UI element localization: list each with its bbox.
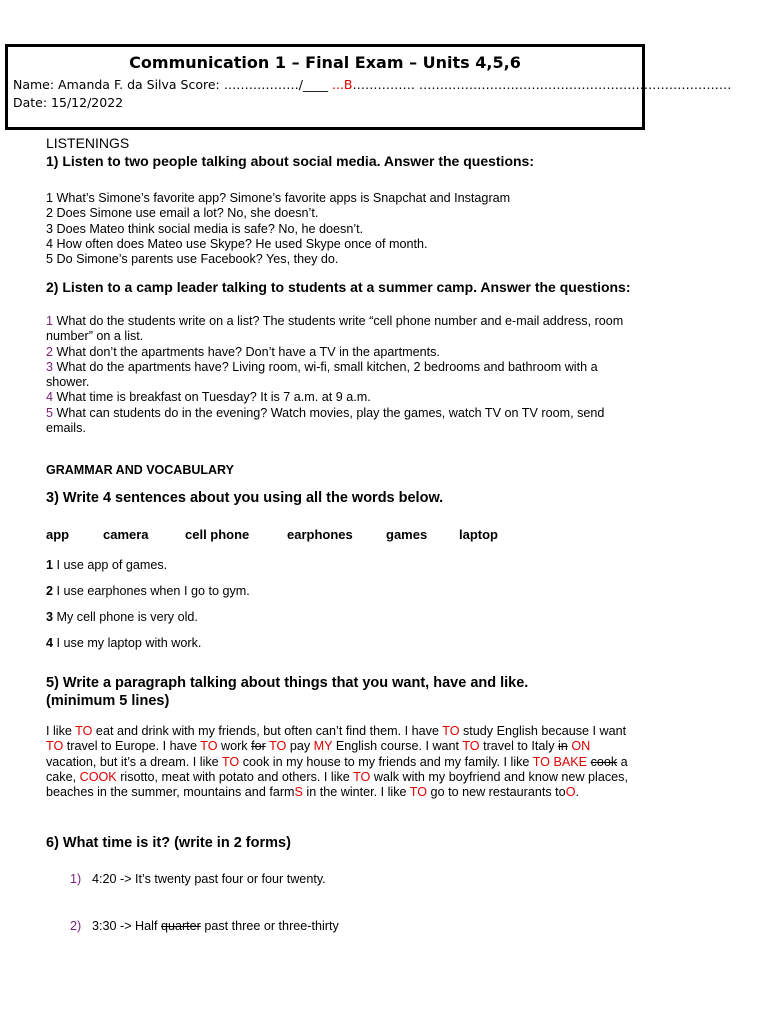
correction-text: TO — [269, 739, 287, 754]
q3-answer: 4 I use my laptop with work. — [46, 636, 202, 650]
q2-item-number: 4 — [46, 390, 54, 405]
score-blank-rest: …………… ………………………………………………………………… — [352, 77, 732, 92]
q2-item: 1 What do the students write on a list? The students write “cell phone number and e-mail address, room — [46, 314, 624, 328]
paragraph-text: a — [617, 754, 628, 769]
paragraph-text: eat and drink with my friends, but often can’t find them. I have — [92, 724, 443, 738]
paragraph-text: go to new restaurants to — [427, 785, 566, 800]
correction-text: TO — [442, 724, 460, 738]
correction-text: TO BAKE — [532, 754, 588, 769]
strikethrough-word: quarter — [160, 919, 201, 933]
score-blank: ………………/____ — [223, 77, 332, 92]
date-line: Date: 15/12/2022 — [13, 95, 124, 110]
paragraph-text: . — [575, 785, 579, 800]
paragraph-line — [46, 724, 628, 739]
correction-text: TO — [409, 785, 428, 800]
q3-answers — [46, 552, 250, 656]
correction-text: O — [565, 785, 576, 800]
paragraph-text: study English because I want — [459, 724, 627, 738]
paragraph-line — [46, 739, 628, 754]
q2-item-number: 5 — [46, 405, 54, 420]
paragraph-text: in the winter. I like — [302, 785, 410, 800]
correction-text: TO — [75, 724, 93, 738]
correction-text: MY — [313, 739, 333, 754]
correction-text: TO — [353, 769, 371, 784]
q6-answer: 1) 4:20 -> It’s twenty past four or four twenty. — [70, 872, 326, 886]
paragraph-line — [46, 770, 628, 785]
grade: ...B — [331, 77, 353, 92]
q1-item: 1 What’s Simone’s favorite app? Simone’s favorite apps is Snapchat and Instagram — [46, 191, 511, 205]
q3-title: 3) Write 4 sentences about you using all the words below. — [46, 490, 444, 506]
word-list — [46, 526, 498, 544]
q1-item: 4 How often does Mateo use Skype? He used Skype once of month. — [46, 236, 428, 251]
paragraph-text: risotto, meat with potato and others. I like — [116, 769, 354, 784]
paragraph-text: cake, — [46, 769, 80, 784]
correction-text: COOK — [79, 769, 117, 784]
paragraph-line — [46, 785, 628, 800]
q1-item: 3 Does Mateo think social media is safe? No, he doesn’t. — [46, 221, 364, 236]
q6-item-number: 1) — [70, 872, 82, 886]
correction-text: TO — [46, 739, 64, 754]
paragraph-text: beaches in the summer, mountains and farm — [46, 785, 295, 800]
q5-title: 5) Write a paragraph talking about things that you want, have and like. (minimum 5 lines) — [46, 675, 529, 709]
paragraph-text: work — [217, 739, 252, 754]
paragraph-line — [46, 755, 628, 770]
q1-item: 2 Does Simone use email a lot? No, she doesn’t. — [46, 206, 319, 221]
q3-answer: 3 My cell phone is very old. — [46, 610, 198, 624]
paragraph-text: pay — [286, 739, 314, 754]
q2-item: 5 What can students do in the evening? Watch movies, play the games, watch TV on TV room, send — [46, 405, 605, 420]
strikethrough-word: in — [558, 739, 568, 754]
q2-item: 4 What time is breakfast on Tuesday? It is 7 a.m. at 9 a.m. — [46, 390, 371, 405]
correction-text: TO — [462, 739, 480, 754]
grammar-heading: GRAMMAR AND VOCABULARY — [46, 463, 234, 477]
paragraph-text: travel to Italy — [479, 739, 558, 754]
paragraph-text: walk with my boyfriend and know new places, — [370, 769, 628, 784]
word: games — [386, 527, 428, 542]
q2-item-number: 1 — [46, 314, 54, 328]
paragraph-text: travel to Europe. I have — [63, 739, 201, 754]
q1-item: 5 Do Simone’s parents use Facebook? Yes, they do. — [46, 252, 339, 267]
paragraph-text: cook in my house to my friends and my family. I like — [239, 754, 533, 769]
strikethrough-word: cook — [590, 754, 618, 769]
header-box — [5, 44, 732, 130]
q3-answer: 1 I use app of games. — [46, 558, 168, 572]
word: earphones — [287, 527, 353, 542]
paragraph-text: I like — [46, 724, 76, 738]
q2-item-number: 2 — [46, 344, 54, 359]
name-label: Name: Amanda F. da Silva Score: — [13, 77, 224, 92]
name-score-line — [13, 77, 731, 92]
word: laptop — [459, 527, 498, 542]
word: app — [46, 527, 70, 542]
strikethrough-word: for — [251, 739, 266, 754]
q2-answers: 1 What do the students write on a list? The students write “cell phone number and e-mail address, room number” on a list. 2 What don’t the apartments have? Don’t have a TV in the apartments. 3 What do the apartments have? Living room, wi-fi, small kitchen, 2 bedrooms and bathroom with a shower. 4 What time is breakfast on Tuesday? It is 7 a.m. at 9 a.m. 5 What can students do in the evening? Watch movies, play the games, watch TV on TV room, send emails. — [46, 314, 624, 436]
q6-title: 6) What time is it? (write in 2 forms) — [46, 835, 291, 851]
word: camera — [103, 527, 149, 542]
correction-text: ON — [571, 739, 591, 754]
word: cell phone — [185, 527, 250, 542]
q2-item: 3 What do the apartments have? Living room, wi-fi, small kitchen, 2 bedrooms and bathroom with a — [46, 359, 598, 374]
q6-item-number: 2) — [70, 919, 82, 933]
q6-answer: 2) 3:30 -> Half quarter past three or three-thirty — [70, 919, 339, 933]
correction-text: S — [294, 785, 303, 800]
correction-text: TO — [221, 754, 240, 769]
paragraph-answer — [46, 724, 628, 800]
q2-item: 2 What don’t the apartments have? Don’t have a TV in the apartments. — [46, 344, 440, 359]
q1-answers — [46, 191, 510, 267]
listenings-heading: LISTENINGS — [46, 135, 130, 151]
paragraph-text: English course. I want — [332, 739, 463, 754]
exam-title: Communication 1 – Final Exam – Units 4,5,6 — [129, 53, 521, 72]
paragraph-text: vacation, but it’s a dream. I like — [46, 754, 222, 769]
correction-text: TO — [200, 739, 218, 754]
q1-title: 1) Listen to two people talking about social media. Answer the questions: — [46, 153, 534, 169]
q2-item-number: 3 — [46, 359, 54, 374]
q3-answer: 2 I use earphones when I go to gym. — [46, 584, 250, 598]
q2-title: 2) Listen to a camp leader talking to students at a summer camp. Answer the questions: — [46, 279, 631, 295]
